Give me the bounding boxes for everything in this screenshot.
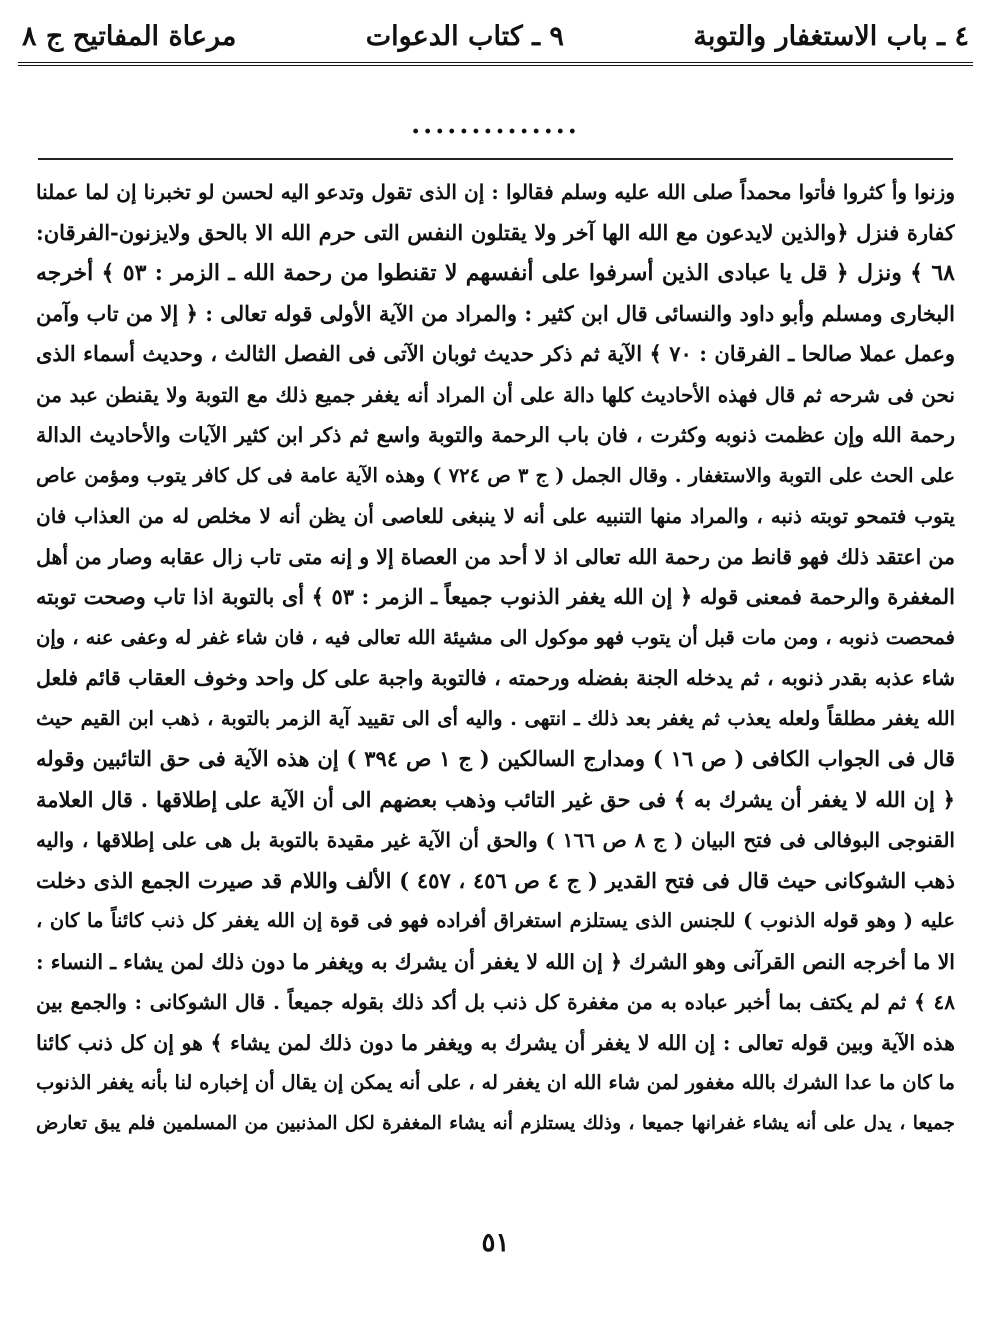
text-line: الا ما أخرجه النص القرآنى وهو الشرك ﴿ إن الله لا يغفر أن يشرك به ويغفر ما دون ذلك لمن يشاء ـ النساء : (36, 949, 955, 974)
text-line: من اعتقد ذلك فهو قانط من رحمة الله تعالى اذ لا أحد من العصاة إلا و إنه متى تاب زال عقابه وصار من أهل (36, 544, 955, 569)
text-line: ذهب الشوكانى حيث قال فى فتح القدير ( ج ٤ ص ٤٥٦ ، ٤٥٧ ) الألف واللام قد صيرت الجمع الذى دخلت (36, 867, 955, 893)
text-line: ما كان ما عدا الشرك بالله مغفور لمن شاء الله ان يغفر له ، على أنه يمكن إن يقال أن إخباره لنا بأنه يغفر الذنوب (36, 1071, 955, 1094)
section-separator: .............. (411, 110, 580, 140)
text-line: ﴿ إن الله لا يغفر أن يشرك به ﴾ فى حق غير التائب وذهب بعضهم الى أن الآية على إطلاقها . قال العلامة (36, 786, 955, 812)
text-line: القنوجى البوفالى فى فتح البيان ( ج ٨ ص ١٦٦ ) والحق أن الآية غير مقيدة بالتوبة بل هى على إطلاقها ، واليه (36, 828, 955, 852)
section-rule (38, 158, 953, 160)
header-rule (18, 62, 973, 66)
text-line: هذه الآية وبين قوله تعالى : إن الله لا يغفر أن يشرك به ويغفر ما دون ذلك لمن يشاء ﴾ هو إن كل ذنب كائنا (36, 1030, 955, 1055)
section-title: ٤ ـ باب الاستغفار والتوبة (693, 21, 969, 52)
page-number: ٥١ (481, 1228, 510, 1258)
text-line: ٦٨ ﴾ ونزل ﴿ قل يا عبادى الذين أسرفوا على أنفسهم لا تقنطوا من رحمة الله ـ الزمر : ٥٣ ﴾ أخرجه (36, 260, 955, 286)
text-line: قال فى الجواب الكافى ( ص ١٦ ) ومدارج السالكين ( ج ١ ص ٣٩٤ ) إن هذه الآية فى حق التائبين وقوله (36, 746, 955, 771)
text-line: نحن فى شرحه ثم قال فهذه الأحاديث كلها دالة على أن المراد أنه يغفر جميع ذلك مع التوبة ولا يقنطن عبد من (36, 382, 955, 407)
text-line: الله يغفر مطلقاً ولعله يعذب ثم يغفر بعد ذلك ـ انتهى . واليه أى الى تقييد آية الزمر بالتوبة ، ذهب ابن القيم حيث (36, 706, 955, 730)
book-title: مرعاة المفاتيح ج ٨ (22, 21, 237, 52)
text-line: البخارى ومسلم وأبو داود والنسائى قال ابن كثير : والمراد من الآية الأولى قوله تعالى : ﴿ إلا من تاب وآمن (36, 300, 955, 326)
text-line: شاء عذبه بقدر ذنوبه ، ثم يدخله الجنة بفضله ورحمته ، فالتوبة واجبة على كل واحد وخوف العقاب قائم فلعل (36, 666, 955, 690)
text-line: وزنوا وأ كثروا فأتوا محمداً صلى الله عليه وسلم فقالوا : إن الذى تقول وتدعو اليه لحسن لو تخبرنا إن لما عملنا (36, 180, 955, 204)
text-line: رحمة الله وإن عظمت ذنوبه وكثرت ، فان باب الرحمة والتوبة واسع ثم ذكر ابن كثير الآيات والأحاديث الدالة (36, 423, 955, 447)
text-line: ٤٨ ﴾ ثم لم يكتف بما أخبر عباده به من مغفرة كل ذنب بل أكد ذلك بقوله جميعاً . قال الشوكانى : والجمع بين (36, 990, 955, 1014)
text-line: على الحث على التوبة والاستغفار . وقال الجمل ( ج ٣ ص ٧٢٤ ) وهذه الآية عامة فى كل كافر يتوب ومؤمن عاص (36, 463, 955, 487)
running-header (22, 18, 969, 56)
text-line: المغفرة والرحمة فمعنى قوله ﴿ إن الله يغفر الذنوب جميعاً ـ الزمر : ٥٣ ﴾ أى بالتوبة اذا تاب وصحت توبته (36, 584, 955, 609)
text-line: فمحصت ذنوبه ، ومن مات قبل أن يتوب فهو موكول الى مشيئة الله تعالى فيه ، فان شاء غفر له وعفى عنه ، وإن (36, 625, 955, 649)
body-text (36, 172, 955, 1144)
chapter-title: ٩ ـ كتاب الدعوات (365, 21, 564, 52)
text-line: وعمل عملا صالحا ـ الفرقان : ٧٠ ﴾ الآية ثم ذكر حديث ثوبان الآتى فى الفصل الثالث ، وحديث أسماء الذى (36, 341, 955, 366)
text-line: يتوب فتمحو توبته ذنبه ، والمراد منها التنبيه على أنه لا ينبغى للعاصى أن يظن أنه لا مخلص له من العذاب فان (36, 504, 955, 528)
text-line: كفارة فنزل ﴿والذين لايدعون مع الله الها آخر ولا يقتلون النفس التى حرم الله الا بالحق ولايزنون-الفرقان: (36, 219, 955, 245)
text-line: جميعا ، يدل على أنه يشاء غفرانها جميعا ، وذلك يستلزم أنه يشاء المغفرة لكل المذنبين من المسلمين فلم يبق تعارض (36, 1112, 955, 1134)
text-line: عليه ( وهو قوله الذنوب ) للجنس الذى يستلزم استغراق أفراده فهو فى قوة إن الله يغفر كل ذنب كائناً ما كان ، (36, 909, 955, 932)
